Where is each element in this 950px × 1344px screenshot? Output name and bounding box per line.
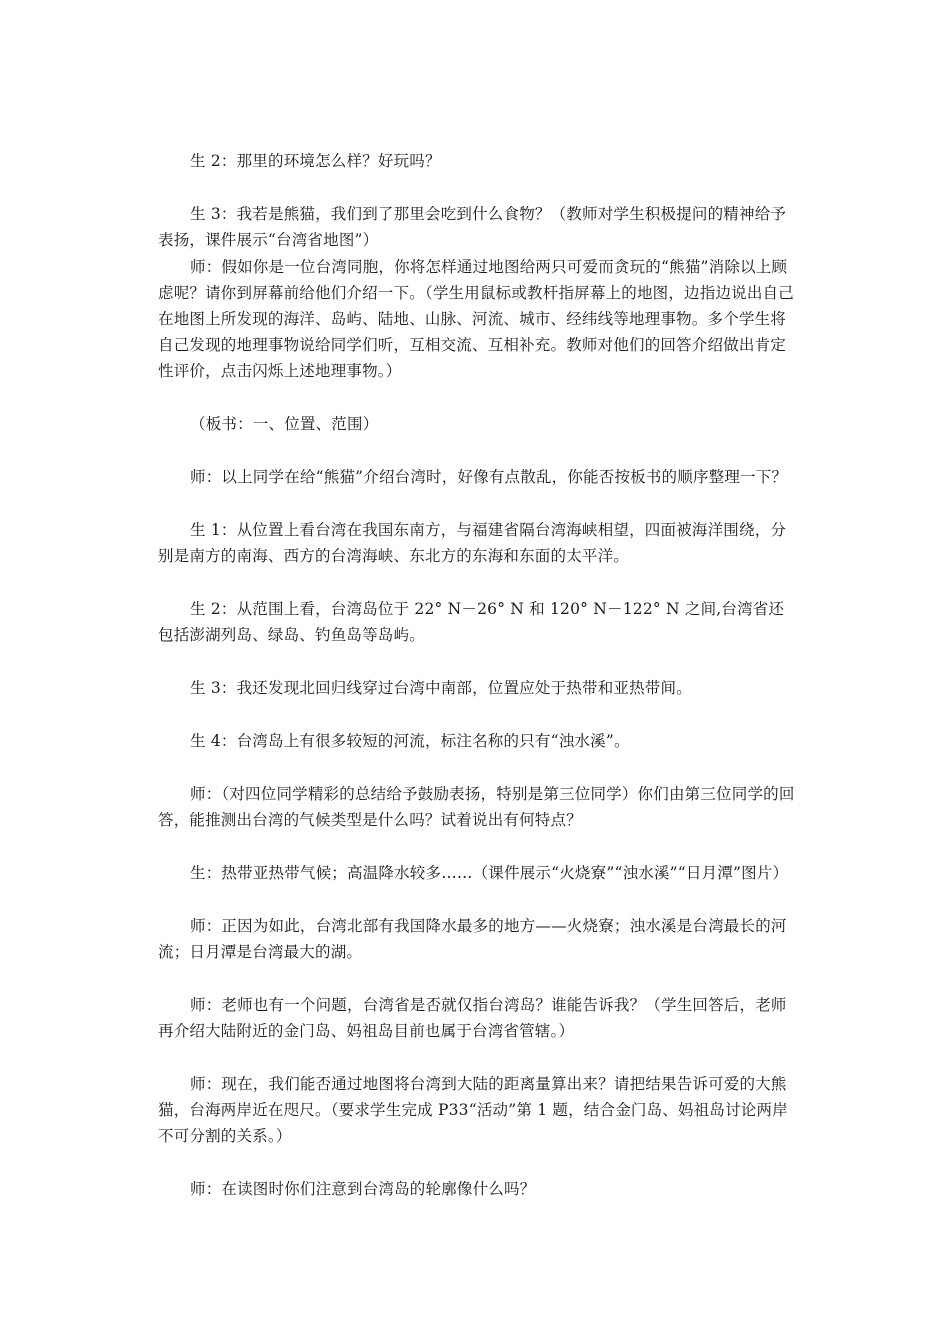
paragraph-teacher-climate-question: 师：（对四位同学精彩的总结给予鼓励表扬，特别是第三位同学）你们由第三位同学的回答，能推测出台湾的气候类型是什么吗？试着说出有何特点？: [158, 785, 795, 829]
paragraph-board-note: （板书：一、位置、范围）: [190, 415, 379, 433]
paragraph-student2-range: 生 2：从范围上看，台湾岛位于 22° N－26° N 和 120° N－122° N 之间,台湾省还包括澎湖列岛、绿岛、钓鱼岛等岛屿。: [158, 600, 785, 644]
paragraph-teacher-outline-question: 师：在读图时你们注意到台湾岛的轮廓像什么吗？: [190, 1180, 536, 1198]
paragraph-teacher-records: 师：正因为如此，台湾北部有我国降水最多的地方——火烧寮；浊水溪是台湾最长的河流；日月潭是台湾最大的湖。: [158, 917, 787, 961]
document-body: [158, 148, 798, 1202]
paragraph-teacher-map-intro: 师：假如你是一位台湾同胞，你将怎样通过地图给两只可爱而贪玩的“熊猫”消除以上顾虑呢？请你到屏幕前给他们介绍一下。（学生用鼠标或教杆指屏幕上的地图，边指边说出自己在地图上所发现的海洋、岛屿、陆地、山脉、河流、城市、经纬线等地理事物。多个学生将自己发现的地理事物说给同学们听，互相交流、互相补充。教师对他们的回答介绍做出肯定性评价，点击闪烁上述地理事物。）: [158, 258, 794, 380]
paragraph-student3-question: 生 3：我若是熊猫，我们到了那里会吃到什么食物？（教师对学生积极提问的精神给予表扬，课件展示“台湾省地图”）: [158, 205, 787, 249]
paragraph-student1-location: 生 1：从位置上看台湾在我国东南方，与福建省隔台湾海峡相望，四面被海洋围绕，分别是南方的南海、西方的台湾海峡、东北方的东海和东面的太平洋。: [158, 521, 787, 565]
paragraph-student4-rivers: 生 4：台湾岛上有很多较短的河流，标注名称的只有“浊水溪”。: [190, 732, 630, 750]
paragraph-teacher-province-question: 师：老师也有一个问题，台湾省是否就仅指台湾岛？谁能告诉我？（学生回答后，老师再介绍大陆附近的金门岛、妈祖岛目前也属于台湾省管辖。）: [158, 996, 787, 1040]
paragraph-student-climate-answer: 生：热带亚热带气候；高温降水较多……（课件展示“火烧寮”“浊水溪”“日月潭”图片）: [190, 864, 789, 882]
paragraph-teacher-organize: 师：以上同学在给“熊猫”介绍台湾时，好像有点散乱，你能否按板书的顺序整理一下？: [190, 468, 788, 486]
paragraph-teacher-distance-activity: 师：现在，我们能否通过地图将台湾到大陆的距离量算出来？请把结果告诉可爱的大熊猫，台海两岸近在咫尺。（要求学生完成 P33“活动”第 1 题，结合金门岛、妈祖岛讨论两岸不可分割的关系。）: [158, 1075, 788, 1145]
paragraph-student2-question: 生 2：那里的环境怎么样？好玩吗？: [190, 152, 441, 170]
paragraph-student3-tropic: 生 3：我还发现北回归线穿过台湾中南部，位置应处于热带和亚热带间。: [190, 679, 692, 697]
